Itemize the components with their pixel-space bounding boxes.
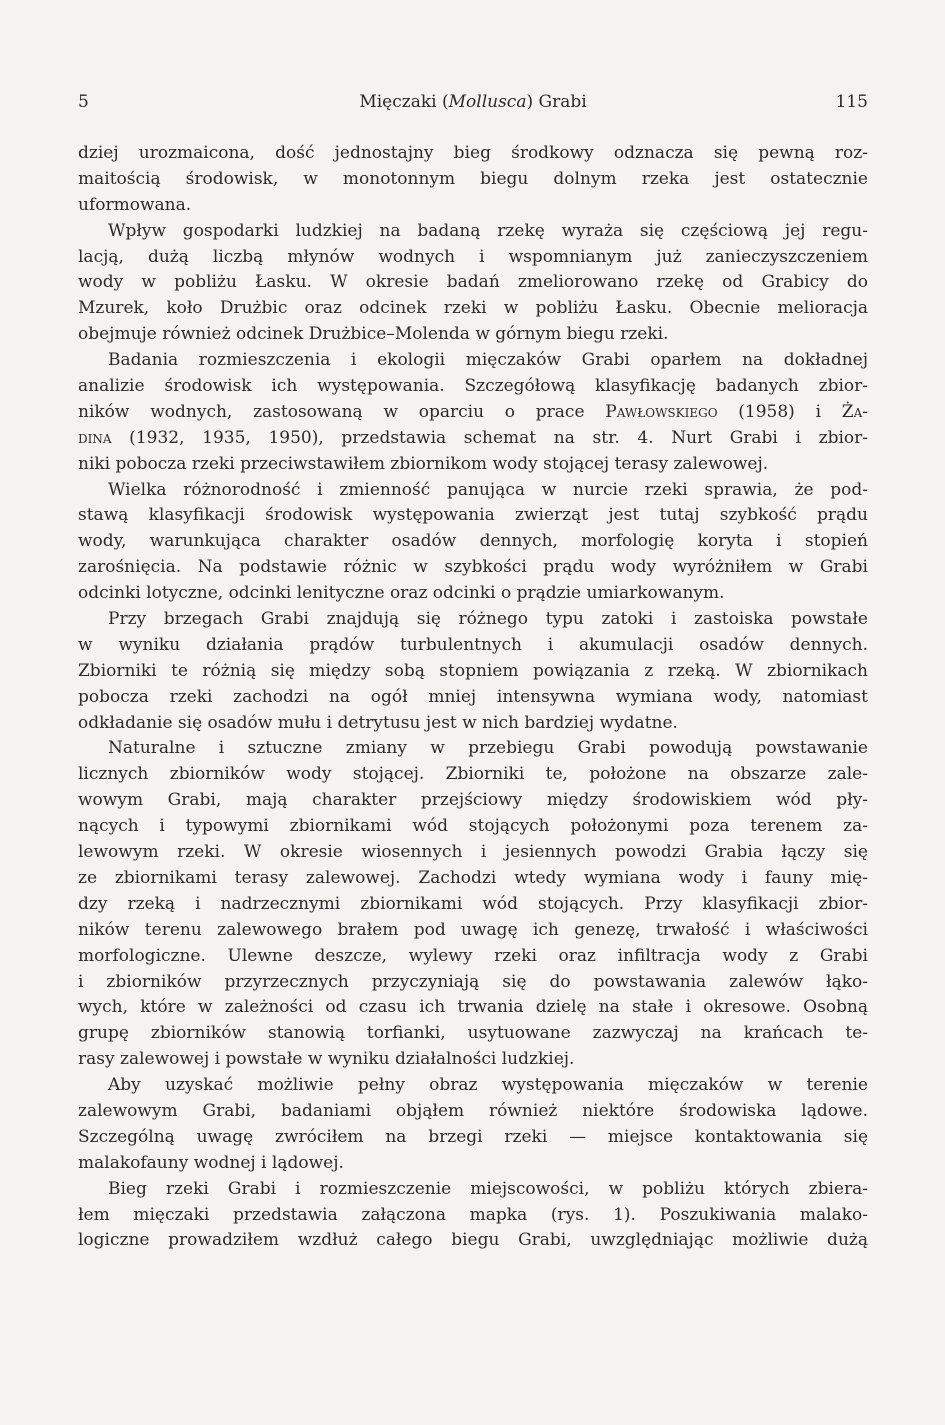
text-line [78, 711, 868, 737]
running-title [78, 90, 868, 114]
line-text: wowym Grabi, mają charakter przejściowy między środowiskiem wód pły- [78, 790, 868, 811]
line-text: dzy rzeką i nadrzecznymi zbiornikami wód stojących. Przy klasyfikacji zbior- [78, 893, 868, 914]
line-text: ze zbiornikami terasy zalewowej. Zachodzi wtedy wymiana wody i fauny mię- [78, 867, 868, 888]
author-name: Ża- [841, 401, 868, 422]
line-text: w wyniku działania prądów turbulentnych i akumulacji osadów dennych. [78, 634, 868, 655]
line-text: lacją, dużą liczbą młynów wodnych i wspomnianym już zanieczyszczeniem [78, 246, 868, 267]
text-line [78, 1099, 868, 1125]
line-text: Naturalne i sztuczne zmiany w przebiegu Grabi powodują powstawanie [108, 738, 868, 759]
text-line [78, 840, 868, 866]
text-line [78, 1021, 868, 1047]
line-text: (1932, 1935, 1950), przedstawia schemat na str. 4. Nurt Grabi i zbior- [111, 427, 868, 448]
text-line [78, 348, 868, 374]
text-line [78, 245, 868, 271]
line-text: Szczególną uwagę zwróciłem na brzegi rzeki — miejsce kontaktowania się [78, 1126, 868, 1147]
line-text: Badania rozmieszczenia i ekologii mięczaków Grabi oparłem na dokładnej [108, 350, 868, 371]
body-text [78, 141, 868, 1254]
chapter-number: 5 [78, 92, 89, 112]
line-text: odcinki lotyczne, odcinki lenityczne oraz odcinki o prądzie umiarkowanym. [78, 583, 725, 604]
line-text: rasy zalewowej i powstałe w wyniku działalności ludzkiej. [78, 1049, 575, 1070]
line-text: licznych zbiorników wody stojącej. Zbiorniki te, położone na obszarze zale- [78, 764, 868, 785]
line-text: wody w pobliżu Łasku. W okresie badań zmeliorowano rzekę od Grabicy do [78, 272, 868, 293]
text-line [78, 193, 868, 219]
text-line [78, 322, 868, 348]
line-text: nących i typowymi zbiornikami wód stojących położonymi poza terenem za- [78, 816, 868, 837]
line-text: maitością środowisk, w monotonnym biegu dolnym rzeka jest ostatecznie [78, 168, 868, 189]
line-text: i zbiorników przyrzecznych przyczyniają się do powstawania zalewów łąko- [78, 971, 868, 992]
line-text: dziej urozmaicona, dość jednostajny bieg środkowy odznacza się pewną roz- [78, 143, 868, 163]
line-text: Bieg rzeki Grabi i rozmieszczenie miejscowości, w pobliżu których zbiera- [108, 1178, 868, 1199]
line-text: analizie środowisk ich występowania. Szczegółową klasyfikację badanych zbior- [78, 376, 868, 397]
text-line [78, 918, 868, 944]
text-line [78, 633, 868, 659]
text-line [78, 503, 868, 529]
line-text: uformowana. [78, 194, 192, 215]
text-line [78, 400, 868, 426]
line-text: zarośnięcia. Na podstawie różnic w szybkości prądu wody wyróżniłem w Grabi [78, 557, 868, 578]
line-text: lewowym rzeki. W okresie wiosennych i jesiennych powodzi Grabia łączy się [78, 842, 868, 863]
text-line [78, 892, 868, 918]
line-text: niki pobocza rzeki przeciwstawiłem zbiornikom wody stojącej terasy zalewowej. [78, 453, 769, 474]
line-text: Mzurek, koło Drużbic oraz odcinek rzeki w pobliżu Łasku. Obecnie melioracja [78, 298, 868, 319]
text-line [78, 581, 868, 607]
text-line [78, 270, 868, 296]
text-line [78, 944, 868, 970]
line-text: pobocza rzeki zachodzi na ogół mniej intensywna wymiana wody, natomiast [78, 686, 868, 707]
text-line [78, 219, 868, 245]
text-line [78, 426, 868, 452]
line-text: Aby uzyskać możliwie pełny obraz występowania mięczaków w terenie [108, 1075, 868, 1096]
text-line [78, 1177, 868, 1203]
line-text: (1958) i [717, 401, 842, 422]
line-text: Przy brzegach Grabi znajdują się różnego typu zatoki i zastoiska powstałe [108, 609, 868, 630]
text-line [78, 736, 868, 762]
running-title-prefix: Mięczaki ( [359, 92, 449, 112]
text-line [78, 529, 868, 555]
line-text: malakofauny wodnej i lądowej. [78, 1152, 344, 1173]
running-title-suffix: ) Grabi [526, 92, 587, 112]
line-text: morfologiczne. Ulewne deszcze, wylewy rzeki oraz infiltracja wody z Grabi [78, 945, 868, 966]
text-line [78, 659, 868, 685]
line-text: stawą klasyfikacji środowisk występowania zwierząt jest tutaj szybkość prądu [78, 505, 868, 526]
text-line [78, 452, 868, 478]
author-name: Pawłowskiego [605, 401, 718, 422]
text-line [78, 1203, 868, 1229]
text-line [78, 995, 868, 1021]
text-line [78, 607, 868, 633]
text-line [78, 1151, 868, 1177]
text-line [78, 762, 868, 788]
text-line [78, 141, 868, 167]
running-header [78, 90, 868, 114]
line-text: zalewowym Grabi, badaniami objąłem również niektóre środowiska lądowe. [78, 1100, 868, 1121]
line-text: ników wodnych, zastosowaną w oparciu o prace [78, 401, 606, 422]
line-text: Wielka różnorodność i zmienność panująca w nurcie rzeki sprawia, że pod- [108, 479, 868, 500]
line-text: grupę zbiorników stanowią torfianki, usytuowane zazwyczaj na krańcach te- [78, 1023, 868, 1044]
text-line [78, 1073, 868, 1099]
text-line [78, 866, 868, 892]
text-line [78, 296, 868, 322]
line-text: logiczne prowadziłem wzdłuż całego biegu Grabi, uwzględniając możliwie dużą [78, 1230, 868, 1251]
text-line [78, 1228, 868, 1254]
line-text: ników terenu zalewowego brałem pod uwagę ich genezę, trwałość i właściwości [78, 919, 868, 940]
line-text: Wpływ gospodarki ludzkiej na badaną rzekę wyraża się częściową jej regu- [108, 220, 868, 241]
line-text: odkładanie się osadów mułu i detrytusu jest w nich bardziej wydatne. [78, 712, 678, 733]
text-line [78, 478, 868, 504]
text-line [78, 555, 868, 581]
page-number: 115 [835, 92, 868, 112]
text-line [78, 1125, 868, 1151]
line-text: łem mięczaki przedstawia załączona mapka (rys. 1). Poszukiwania malako- [78, 1204, 868, 1225]
text-line [78, 685, 868, 711]
text-line [78, 814, 868, 840]
running-title-italic: Mollusca [448, 92, 527, 112]
line-text: Zbiorniki te różnią się między sobą stopniem powiązania z rzeką. W zbiornikach [78, 660, 868, 681]
text-line [78, 374, 868, 400]
author-name: dina [78, 427, 112, 448]
text-line [78, 970, 868, 996]
line-text: wych, które w zależności od czasu ich trwania dzielę na stałe i okresowe. Osobną [78, 997, 868, 1018]
text-line [78, 167, 868, 193]
line-text: wody, warunkująca charakter osadów dennych, morfologię koryta i stopień [78, 531, 868, 552]
line-text: obejmuje również odcinek Drużbice–Molenda w górnym biegu rzeki. [78, 324, 669, 345]
text-line [78, 788, 868, 814]
text-line [78, 1047, 868, 1073]
